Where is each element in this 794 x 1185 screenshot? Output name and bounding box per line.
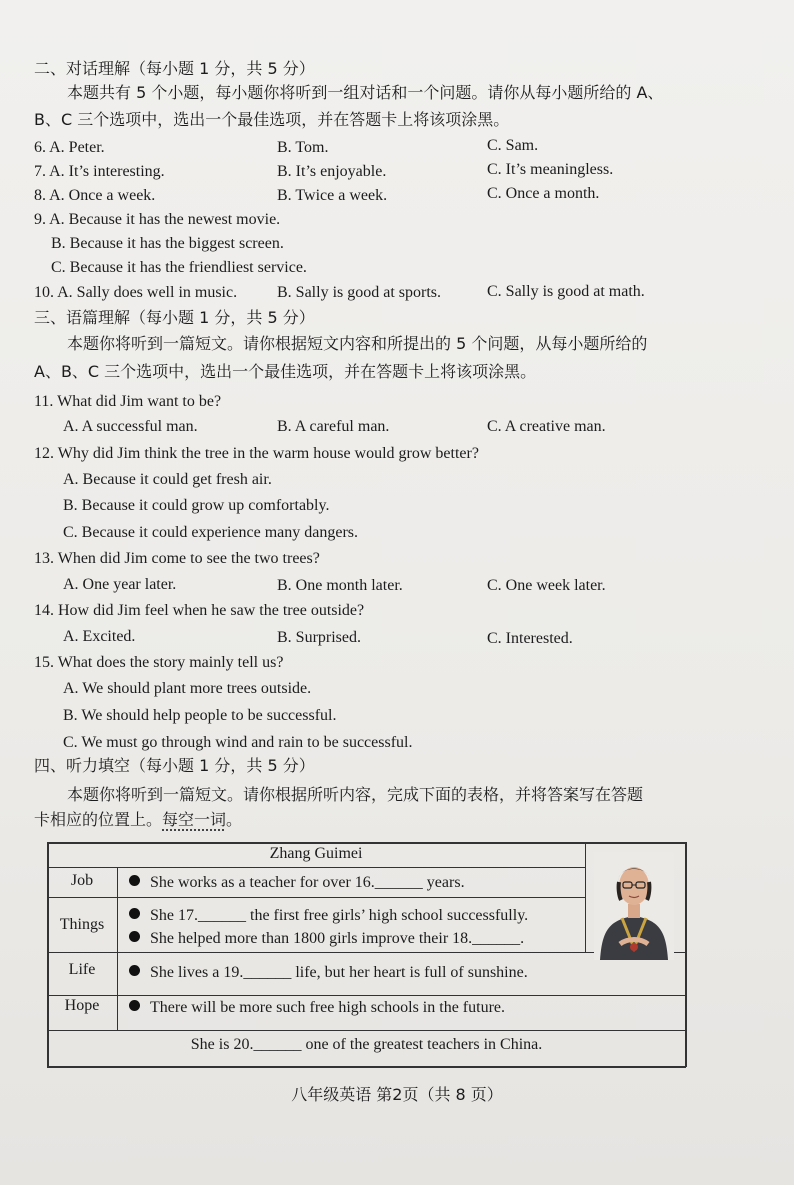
q6-option-b: B. Tom.	[277, 139, 329, 156]
section3-intro-line2: A、B、C 三个选项中，选出一个最佳选项，并在答题卡上将该项涂黑。	[34, 362, 537, 381]
q6-option-a: 6. A. Peter.	[34, 139, 105, 156]
table-border-right	[685, 842, 687, 1067]
life-label: Life	[68, 961, 96, 978]
bullet-icon	[129, 908, 140, 919]
q8-option-a: 8. A. Once a week.	[34, 187, 156, 204]
hope-row	[129, 999, 505, 1017]
q12-question: 12. Why did Jim think the tree in the warm house would grow better?	[34, 445, 479, 462]
page-footer: 八年级英语 第2页（共 8 页）	[291, 1085, 503, 1104]
job-text: She works as a teacher for over 16.______ years.	[150, 874, 465, 891]
things-row-2	[129, 930, 524, 948]
portrait-photo	[594, 852, 674, 960]
q13-option-b: B. One month later.	[277, 577, 403, 594]
q10-option-a: 10. A. Sally does well in music.	[34, 284, 238, 301]
q7-option-c: C. It’s meaningless.	[487, 161, 614, 178]
things-row-1	[129, 907, 528, 925]
q13-option-a: A. One year later.	[63, 576, 177, 593]
q14-question: 14. How did Jim feel when he saw the tree outside?	[34, 602, 365, 619]
section4-intro-line1: 本题你将听到一篇短文。请你根据所听内容，完成下面的表格，并将答案写在答题	[67, 785, 644, 804]
table-rule-2	[47, 897, 585, 898]
table-border-top	[47, 842, 686, 844]
life-row	[129, 964, 528, 982]
q12-option-c: C. Because it could experience many dangers.	[63, 524, 358, 541]
q14-option-b: B. Surprised.	[277, 629, 361, 646]
table-rule-3	[47, 952, 686, 953]
q15-option-c: C. We must go through wind and rain to be successful.	[63, 734, 413, 751]
q8-option-b: B. Twice a week.	[277, 187, 388, 204]
bullet-icon	[129, 1000, 140, 1011]
q7-option-b: B. It’s enjoyable.	[277, 163, 387, 180]
q15-question: 15. What does the story mainly tell us?	[34, 654, 284, 671]
section4-intro-line2	[34, 811, 242, 829]
bullet-icon	[129, 875, 140, 886]
things-label: Things	[59, 916, 105, 933]
q11-option-c: C. A creative man.	[487, 418, 606, 435]
bullet-icon	[129, 965, 140, 976]
q13-question: 13. When did Jim come to see the two trees?	[34, 550, 320, 567]
q14-option-c: C. Interested.	[487, 630, 573, 647]
q11-option-b: B. A careful man.	[277, 418, 390, 435]
q12-option-a: A. Because it could get fresh air.	[63, 471, 272, 488]
table-photo-divider	[585, 842, 586, 952]
q7-option-a: 7. A. It’s interesting.	[34, 163, 165, 180]
q14-option-a: A. Excited.	[63, 628, 136, 645]
section2-intro-line1: 本题共有 5 个小题，每小题你将听到一组对话和一个问题。请你从每小题所给的 A、	[67, 83, 664, 102]
section2-heading: 二、对话理解（每小题 1 分，共 5 分）	[34, 59, 315, 78]
table-bottom-text: She is 20.______ one of the greatest teachers in China.	[190, 1036, 543, 1053]
section3-intro-line1: 本题你将听到一篇短文。请你根据短文内容和所提出的 5 个问题，从每小题所给的	[67, 334, 648, 353]
table-label-divider	[117, 867, 118, 1030]
job-label: Job	[70, 872, 94, 889]
q15-option-b: B. We should help people to be successful.	[63, 707, 337, 724]
section4-emphasis: 每空一词	[162, 810, 227, 829]
table-title: Zhang Guimei	[269, 845, 363, 862]
q8-option-c: C. Once a month.	[487, 185, 600, 202]
hope-label: Hope	[64, 997, 100, 1014]
job-row	[129, 874, 465, 892]
q10-option-b: B. Sally is good at sports.	[277, 284, 442, 301]
section4-intro-line2-post: 。	[226, 810, 243, 829]
hope-text: There will be more such free high schools in the future.	[150, 999, 505, 1016]
q6-option-c: C. Sam.	[487, 137, 539, 154]
q9-option-c: C. Because it has the friendliest service.	[51, 259, 307, 276]
section4-intro-line2-pre: 卡相应的位置上。	[34, 810, 163, 829]
things-text-2: She helped more than 1800 girls improve their 18.______.	[150, 930, 525, 947]
table-rule-1	[47, 867, 585, 868]
table-border-bottom	[47, 1066, 686, 1068]
section2-intro-line2: B、C 三个选项中，选出一个最佳选项，并在答题卡上将该项涂黑。	[34, 110, 510, 129]
q9-option-b: B. Because it has the biggest screen.	[51, 235, 284, 252]
q10-option-c: C. Sally is good at math.	[487, 283, 645, 300]
q11-option-a: A. A successful man.	[63, 418, 198, 435]
q15-option-a: A. We should plant more trees outside.	[63, 680, 312, 697]
section4-heading: 四、听力填空（每小题 1 分，共 5 分）	[34, 756, 315, 775]
table-rule-4	[47, 995, 686, 996]
q9-option-a: 9. A. Because it has the newest movie.	[34, 211, 281, 228]
table-rule-5	[47, 1030, 686, 1031]
bullet-icon	[129, 931, 140, 942]
things-text-1: She 17.______ the first free girls’ high school successfully.	[150, 907, 529, 924]
info-table	[47, 842, 686, 1067]
q12-option-b: B. Because it could grow up comfortably.	[63, 497, 330, 514]
q11-question: 11. What did Jim want to be?	[34, 393, 222, 410]
q13-option-c: C. One week later.	[487, 577, 606, 594]
life-text: She lives a 19.______ life, but her heart is full of sunshine.	[150, 964, 528, 981]
section3-heading: 三、语篇理解（每小题 1 分，共 5 分）	[34, 308, 315, 327]
